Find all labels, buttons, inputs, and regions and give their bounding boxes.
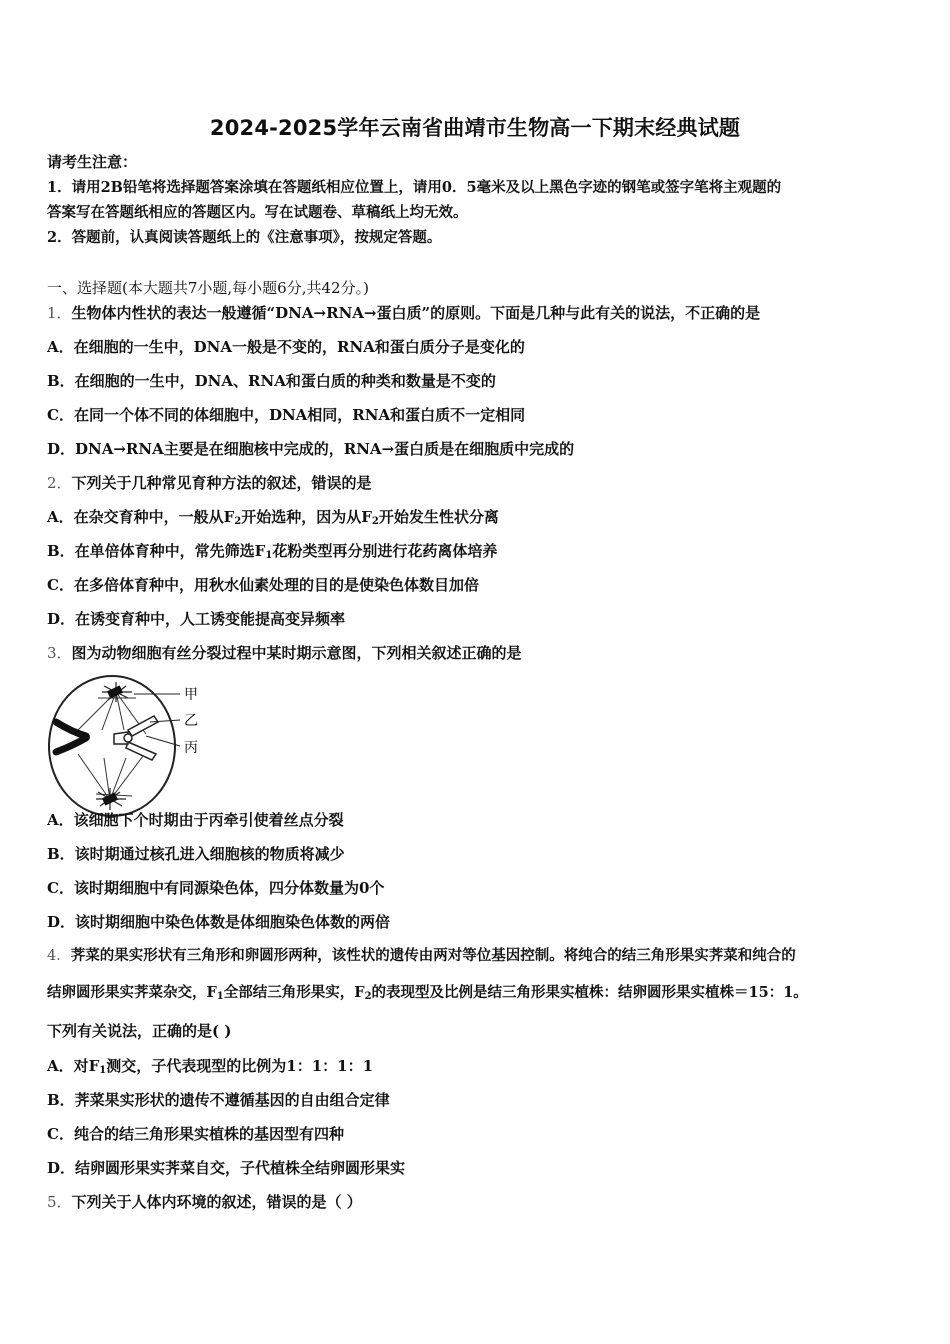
q3-option-c: C．该时期细胞中有同源染色体，四分体数量为0个 — [47, 879, 385, 897]
centriole-top — [107, 685, 123, 698]
q1-option-c: C．在同一个体不同的体细胞中，DNA相同，RNA和蛋白质不一定相同 — [47, 406, 526, 424]
question-5-stem — [47, 1192, 362, 1212]
subscript: 2 — [371, 516, 379, 527]
q2-option-b — [47, 541, 497, 566]
q1-option-d: D．DNA→RNA主要是在细胞核中完成的，RNA→蛋白质是在细胞质中完成的 — [47, 440, 575, 458]
text: 的表现型及比例是结三角形果实植株：结卵圆形果实植株＝15：1。 — [371, 984, 808, 1001]
text: 开始选种，因为从F — [241, 508, 372, 526]
q3-option-d: D．该时期细胞中染色体数是体细胞染色体数的两倍 — [47, 913, 391, 931]
label-jia: 甲 — [184, 687, 198, 703]
q2-option-a — [47, 507, 499, 532]
q3-option-a: A．该细胞下个时期由于丙牵引使着丝点分裂 — [47, 811, 344, 829]
question-number: 5． — [47, 1193, 72, 1211]
q3-option-b: B．该时期通过核孔进入细胞核的物质将减少 — [47, 845, 345, 863]
q4-option-a — [47, 1056, 373, 1081]
question-1-stem — [47, 303, 760, 323]
question-number: 1． — [47, 304, 72, 322]
question-number: 4． — [47, 948, 71, 964]
text: 结卵圆形果实荠菜杂交，F — [47, 984, 217, 1001]
page-title: 2024-2025学年云南省曲靖市生物高一下期末经典试题 — [209, 116, 741, 140]
question-text: 荠菜的果实形状有三角形和卵圆形两种，该性状的遗传由两对等位基因控制。将纯合的结三角形果实荠菜和纯合的 — [70, 947, 796, 964]
subscript: 2 — [364, 991, 372, 1002]
notice-item-1-cont: 答案写在答题纸相应的答题区内。写在试题卷、草稿纸上均无效。 — [47, 204, 468, 221]
q1-option-a: A．在细胞的一生中，DNA一般是不变的，RNA和蛋白质分子是变化的 — [47, 338, 525, 356]
question-number: 3． — [47, 644, 72, 662]
question-4-stem — [47, 946, 796, 966]
question-text: 下列关于几种常见育种方法的叙述，错误的是 — [71, 474, 372, 492]
q4-option-c: C．纯合的结三角形果实植株的基因型有四种 — [47, 1125, 344, 1143]
question-text: 下列关于人体内环境的叙述，错误的是（ ） — [71, 1193, 362, 1211]
text: 开始发生性状分离 — [378, 508, 499, 526]
q1-option-b: B．在细胞的一生中，DNA、RNA和蛋白质的种类和数量是不变的 — [47, 372, 496, 390]
text: A．在杂交育种中，一般从F — [47, 508, 235, 526]
q4-option-b: B．荠菜果实形状的遗传不遵循基因的自由组合定律 — [47, 1091, 390, 1109]
question-text: 图为动物细胞有丝分裂过程中某时期示意图，下列相关叙述正确的是 — [71, 644, 522, 662]
text: 花粉类型再分别进行花药离体培养 — [272, 542, 498, 560]
label-yi: 乙 — [184, 713, 198, 729]
section-heading: 一、选择题(本大题共7小题,每小题6分,共42分。) — [47, 279, 369, 297]
subscript: 1 — [99, 1065, 107, 1076]
text: 测交，子代表现型的比例为1：1：1：1 — [106, 1057, 374, 1075]
text: B．在单倍体育种中，常先筛选F — [47, 542, 266, 560]
subscript: 2 — [234, 516, 242, 527]
question-4-stem-cont — [47, 983, 808, 1007]
label-bing: 丙 — [184, 740, 198, 756]
notice-item-1: 1．请用2B铅笔将选择题答案涂填在答题纸相应位置上，请用0．5毫米及以上黑色字迹的钢笔或签字笔将主观题的 — [47, 179, 782, 196]
question-3-stem — [47, 643, 522, 663]
notice-item-2: 2．答题前，认真阅读答题纸上的《注意事项》，按规定答题。 — [47, 229, 442, 246]
text: 全部结三角形果实，F — [223, 984, 365, 1001]
q2-option-d: D．在诱变育种中，人工诱变能提高变异频率 — [47, 610, 346, 628]
question-2-stem — [47, 473, 372, 493]
subscript: 1 — [216, 991, 224, 1002]
text: A．对F — [47, 1057, 100, 1075]
question-4-stem-end: 下列有关说法，正确的是( ) — [47, 1022, 232, 1040]
question-number: 2． — [47, 474, 72, 492]
cell-mitosis-figure — [46, 672, 206, 820]
chromosome-black — [56, 722, 90, 752]
q4-option-d: D．结卵圆形果实荠菜自交，子代植株全结卵圆形果实 — [47, 1159, 406, 1177]
notice-heading: 请考生注意： — [47, 153, 138, 171]
q2-option-c: C．在多倍体育种中，用秋水仙素处理的目的是使染色体数目加倍 — [47, 576, 479, 594]
question-text: 生物体内性状的表达一般遵循“DNA→RNA→蛋白质”的原则。下面是几种与此有关的说法，不正确的是 — [71, 304, 761, 322]
subscript: 1 — [265, 550, 273, 561]
